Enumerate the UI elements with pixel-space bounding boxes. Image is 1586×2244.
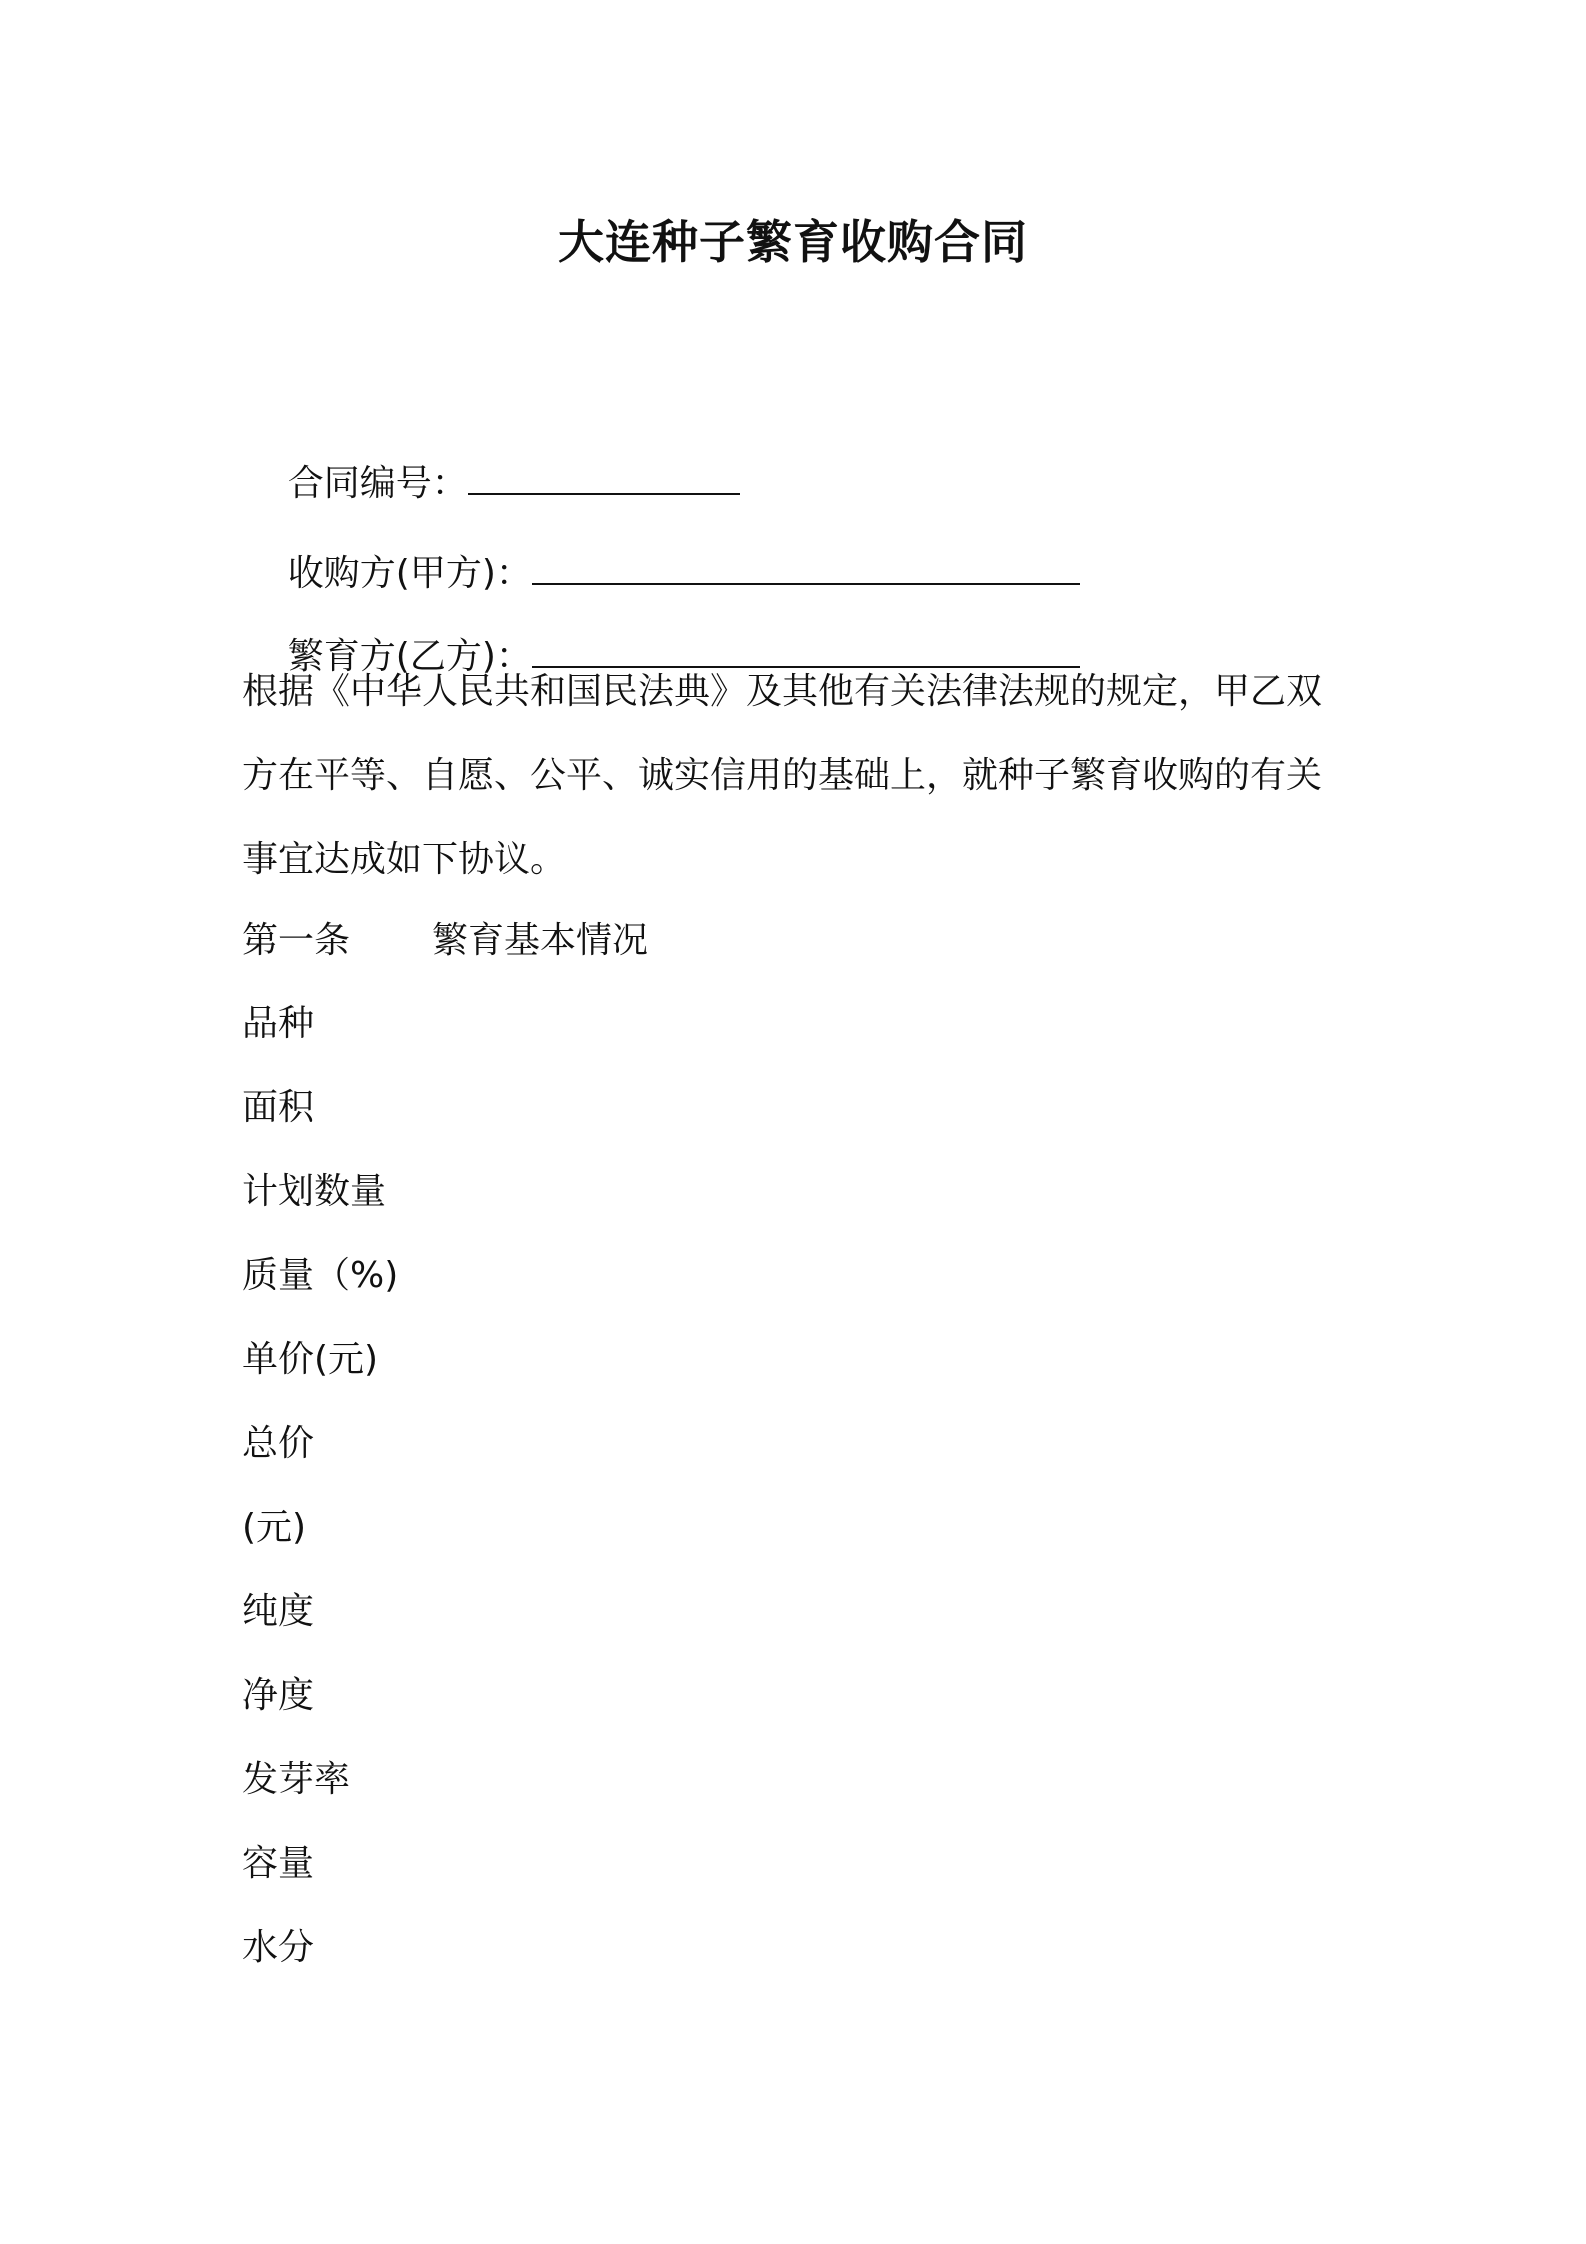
item-area: 面积 (242, 1087, 315, 1128)
buyer-blank (532, 553, 1080, 585)
item-moisture: 水分 (242, 1927, 315, 1968)
buyer-label: 收购方(甲方)： (287, 553, 532, 594)
document-title: 大连种子繁育收购合同 (558, 215, 1028, 269)
article-number: 第一条 (242, 920, 351, 961)
item-total-price-unit: (元) (242, 1507, 307, 1548)
article-title: 繁育基本情况 (432, 920, 649, 961)
article-1-heading (242, 917, 648, 965)
item-unit-price: 单价(元) (242, 1339, 379, 1380)
item-quality: 质量（%) (242, 1255, 399, 1296)
contract-number-blank (468, 463, 740, 495)
item-purity: 纯度 (242, 1591, 315, 1632)
item-total-price: 总价 (242, 1423, 315, 1464)
breeder-label: 繁育方(乙方)： (287, 636, 532, 677)
preamble-line: 根据《中华人民共和国民法典》及其他有关法律法规的规定，甲乙双 (242, 671, 1323, 712)
preamble-paragraph (242, 650, 1352, 902)
item-capacity: 容量 (242, 1843, 315, 1884)
item-cleanliness: 净度 (242, 1675, 315, 1716)
item-planned-quantity: 计划数量 (242, 1171, 387, 1212)
contract-number-label: 合同编号： (287, 463, 468, 504)
preamble-line: 方在平等、自愿、公平、诚实信用的基础上，就种子繁育收购的有关 (242, 755, 1323, 796)
preamble-line: 事宜达成如下协议。 (242, 839, 567, 880)
item-variety: 品种 (242, 1003, 315, 1044)
item-germination-rate: 发芽率 (242, 1759, 351, 1800)
